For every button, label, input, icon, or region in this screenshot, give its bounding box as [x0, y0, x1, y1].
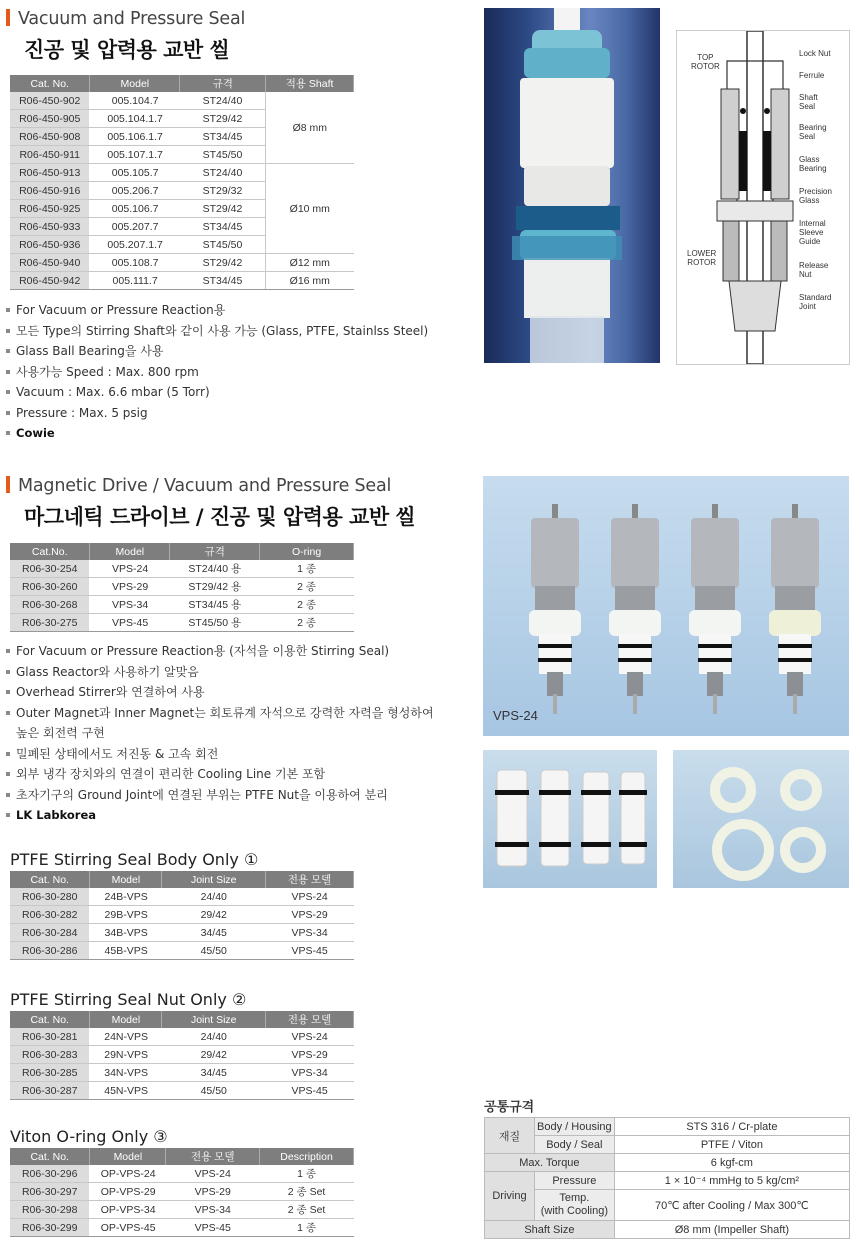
section1-bullets [6, 300, 428, 444]
bullet-item: Glass Reactor와 사용하기 알맞음 [6, 662, 434, 683]
col-value: VPS-34 [266, 1064, 354, 1082]
model: VPS-34 [90, 596, 170, 614]
diagram-label: Bearing Seal [799, 123, 827, 141]
model: 005.104.1.7 [90, 110, 180, 128]
diagram-label: Glass Bearing [799, 155, 827, 173]
spec: ST29/32 [180, 182, 266, 200]
cat-no: R06-30-297 [10, 1183, 90, 1201]
spec-value: 6 kgf-cm [614, 1154, 849, 1172]
model: 005.207.1.7 [90, 236, 180, 254]
model: VPS-29 [90, 578, 170, 596]
col-header: Joint Size [162, 871, 266, 888]
shaft-size: Ø10 mm [266, 164, 354, 254]
model: 45N-VPS [90, 1082, 162, 1100]
col-header: Cat. No. [10, 75, 90, 92]
col-value: 45/50 [162, 942, 266, 960]
table-row [10, 906, 354, 924]
bullet-item: For Vacuum or Pressure Reaction용 [6, 300, 428, 321]
spec-value: 70℃ after Cooling / Max 300℃ [614, 1190, 849, 1221]
label-lower-rotor: LOWER ROTOR [687, 249, 717, 267]
cat-no: R06-30-260 [10, 578, 90, 596]
diagram-label: Standard Joint [799, 293, 832, 311]
cat-no: R06-450-902 [10, 92, 90, 110]
brand-name: Cowie [6, 423, 428, 444]
col-value: VPS-29 [266, 1046, 354, 1064]
col-header: Model [90, 871, 162, 888]
table-row [10, 1183, 354, 1201]
table-row [10, 888, 354, 906]
table-row [10, 254, 354, 272]
cat-no: R06-30-254 [10, 560, 90, 578]
col-header: Cat.No. [10, 543, 90, 560]
bullet-item: 초자기구의 Ground Joint에 연결된 부위는 PTFE Nut을 이용하여 분리 [6, 785, 434, 806]
table-row [10, 92, 354, 110]
cat-no: R06-450-908 [10, 128, 90, 146]
col-header: 적용 Shaft [266, 75, 354, 92]
col-header: Model [90, 543, 170, 560]
table-row [10, 1046, 354, 1064]
model: 24B-VPS [90, 888, 162, 906]
col-header: Model [90, 1148, 166, 1165]
vps-product-photo [483, 476, 849, 736]
col-header: Joint Size [162, 1011, 266, 1028]
col-value: VPS-24 [266, 1028, 354, 1046]
model: 005.107.1.7 [90, 146, 180, 164]
col-value: 1 종 [260, 1165, 354, 1183]
bullet-item: For Vacuum or Pressure Reaction용 (자석을 이용한 Stirring Seal) [6, 641, 434, 662]
model: VPS-45 [90, 614, 170, 632]
col-value: 24/40 [162, 888, 266, 906]
section2-table [10, 543, 354, 632]
spec-label: Body / Seal [534, 1136, 614, 1154]
table-row [10, 560, 354, 578]
table-row [10, 924, 354, 942]
model: 005.207.7 [90, 218, 180, 236]
model: 005.108.7 [90, 254, 180, 272]
vacuum-seal-illustration [484, 8, 660, 363]
cat-no: R06-30-275 [10, 614, 90, 632]
col-value: VPS-24 [266, 888, 354, 906]
col-value: 1 종 [260, 1219, 354, 1237]
col-header: Cat. No. [10, 871, 90, 888]
spec-material-label: 재질 [485, 1118, 535, 1154]
bullet-item: 사용가능 Speed : Max. 800 rpm [6, 362, 428, 383]
cat-no: R06-450-913 [10, 164, 90, 182]
col-header: O-ring [260, 543, 354, 560]
label-top-rotor: TOP ROTOR [691, 53, 720, 71]
model: 005.106.7 [90, 200, 180, 218]
vps-photo-label: VPS-24 [493, 708, 538, 723]
col-value: VPS-29 [166, 1183, 260, 1201]
col-header: 규격 [170, 543, 260, 560]
diagram-label: Shaft Seal [799, 93, 818, 111]
spec: ST45/50 [180, 146, 266, 164]
col-value: 24/40 [162, 1028, 266, 1046]
bullet-item: Glass Ball Bearing을 사용 [6, 341, 428, 362]
spec: ST29/42 용 [170, 578, 260, 596]
spec: ST24/40 [180, 92, 266, 110]
table-row [10, 1219, 354, 1237]
table-row [10, 1028, 354, 1046]
cat-no: R06-450-940 [10, 254, 90, 272]
col-header: Description [260, 1148, 354, 1165]
spec: ST29/42 [180, 254, 266, 272]
cat-no: R06-30-287 [10, 1082, 90, 1100]
body-only-title: PTFE Stirring Seal Body Only ① [10, 850, 259, 869]
bullet-item: 높은 회전력 구현 [16, 726, 105, 740]
spec: ST24/40 [180, 164, 266, 182]
col-header: 전용 모델 [266, 871, 354, 888]
cat-no: R06-450-905 [10, 110, 90, 128]
cat-no: R06-30-299 [10, 1219, 90, 1237]
oring: 2 종 [260, 596, 354, 614]
diagram-label: Ferrule [799, 71, 825, 80]
vacuum-seal-photo [484, 8, 660, 363]
col-header: 전용 모델 [266, 1011, 354, 1028]
table-row [10, 578, 354, 596]
spec-value: PTFE / Viton [614, 1136, 849, 1154]
body-only-table [10, 871, 354, 960]
spec-label: Body / Housing [534, 1118, 614, 1136]
bullet-item: 밀폐된 상태에서도 저진동 & 고속 회전 [6, 744, 434, 765]
section2-bullets [6, 641, 434, 826]
cat-no: R06-30-284 [10, 924, 90, 942]
col-header: Cat. No. [10, 1148, 90, 1165]
table-row [10, 614, 354, 632]
oring: 2 종 [260, 614, 354, 632]
col-header: Model [90, 75, 180, 92]
col-value: 2 종 Set [260, 1183, 354, 1201]
cat-no: R06-30-296 [10, 1165, 90, 1183]
diagram-label: Internal Sleeve Guide [799, 219, 826, 246]
ptfe-nut-photo [673, 750, 849, 888]
col-header: 전용 모델 [166, 1148, 260, 1165]
cat-no: R06-450-925 [10, 200, 90, 218]
spec: ST34/45 [180, 128, 266, 146]
spec-value: 1 × 10⁻⁴ mmHg to 5 kg/cm² [614, 1172, 849, 1190]
model: 005.111.7 [90, 272, 180, 290]
col-header: Cat. No. [10, 1011, 90, 1028]
table-row [10, 1082, 354, 1100]
spec-label: Pressure [534, 1172, 614, 1190]
model: 34N-VPS [90, 1064, 162, 1082]
cat-no: R06-30-283 [10, 1046, 90, 1064]
bullet-item: 모든 Type의 Stirring Shaft와 같이 사용 가능 (Glass, PTFE, Stainlss Steel) [6, 321, 428, 342]
table-row [10, 1165, 354, 1183]
spec-label: Max. Torque [485, 1154, 615, 1172]
spec-label: Temp. (with Cooling) [534, 1190, 614, 1221]
bullet-item: Vacuum : Max. 6.6 mbar (5 Torr) [6, 382, 428, 403]
seal-cross-section-diagram [676, 30, 850, 365]
cat-no: R06-450-916 [10, 182, 90, 200]
col-value: VPS-24 [166, 1165, 260, 1183]
cat-no: R06-30-280 [10, 888, 90, 906]
spec: ST24/40 용 [170, 560, 260, 578]
bullet-item: Pressure : Max. 5 psig [6, 403, 428, 424]
model: OP-VPS-45 [90, 1219, 166, 1237]
shaft-size: Ø12 mm [266, 254, 354, 272]
model: OP-VPS-24 [90, 1165, 166, 1183]
model: OP-VPS-29 [90, 1183, 166, 1201]
bullet-item: Outer Magnet과 Inner Magnet는 회토류계 자석으로 강력한 자력을 형성하여 [6, 703, 434, 724]
table-row [10, 942, 354, 960]
model: VPS-24 [90, 560, 170, 578]
model: 005.105.7 [90, 164, 180, 182]
nut-only-table [10, 1011, 354, 1100]
spec: ST34/45 [180, 218, 266, 236]
table-row [10, 164, 354, 182]
spec: ST34/45 [180, 272, 266, 290]
cat-no: R06-30-282 [10, 906, 90, 924]
col-value: VPS-45 [266, 942, 354, 960]
col-value: 2 종 Set [260, 1201, 354, 1219]
table-row [10, 1064, 354, 1082]
cat-no: R06-450-942 [10, 272, 90, 290]
cat-no: R06-30-285 [10, 1064, 90, 1082]
col-value: VPS-34 [266, 924, 354, 942]
diagram-label: Release Nut [799, 261, 829, 279]
bullet-item: 외부 냉각 장치와의 연결이 편리한 Cooling Line 기본 포함 [6, 764, 434, 785]
cat-no: R06-450-936 [10, 236, 90, 254]
spec: ST45/50 [180, 236, 266, 254]
section1-title-en: Vacuum and Pressure Seal [6, 9, 245, 29]
model: 34B-VPS [90, 924, 162, 942]
col-value: VPS-45 [166, 1219, 260, 1237]
spec: ST29/42 [180, 200, 266, 218]
cat-no: R06-30-268 [10, 596, 90, 614]
model: OP-VPS-34 [90, 1201, 166, 1219]
section1-table [10, 75, 354, 290]
spec: ST45/50 용 [170, 614, 260, 632]
model: 24N-VPS [90, 1028, 162, 1046]
model: 29B-VPS [90, 906, 162, 924]
col-value: VPS-29 [266, 906, 354, 924]
common-spec-table [484, 1117, 850, 1239]
model: 29N-VPS [90, 1046, 162, 1064]
model: 005.106.1.7 [90, 128, 180, 146]
col-header: 규격 [180, 75, 266, 92]
spec: ST34/45 용 [170, 596, 260, 614]
spec-value: STS 316 / Cr-plate [614, 1118, 849, 1136]
diagram-label: Precision Glass [799, 187, 832, 205]
col-value: VPS-34 [166, 1201, 260, 1219]
common-spec-title: 공통규격 [484, 1100, 535, 1115]
oring: 2 종 [260, 578, 354, 596]
shaft-size: Ø16 mm [266, 272, 354, 290]
model: 005.206.7 [90, 182, 180, 200]
section2-title-en: Magnetic Drive / Vacuum and Pressure Seal [6, 476, 391, 496]
col-value: 34/45 [162, 1064, 266, 1082]
col-value: 29/42 [162, 1046, 266, 1064]
shaft-size: Ø8 mm [266, 92, 354, 164]
spec-value: Ø8 mm (Impeller Shaft) [614, 1221, 849, 1239]
spec-driving-label: Driving [485, 1172, 535, 1221]
brand-name: LK Labkorea [6, 805, 434, 826]
table-row [10, 1201, 354, 1219]
oring-only-title: Viton O-ring Only ③ [10, 1127, 168, 1146]
table-row [10, 272, 354, 290]
section2-title-ko: 마그네틱 드라이브 / 진공 및 압력용 교반 씰 [24, 505, 416, 529]
table-row [10, 596, 354, 614]
cat-no: R06-30-286 [10, 942, 90, 960]
cat-no: R06-450-911 [10, 146, 90, 164]
cat-no: R06-450-933 [10, 218, 90, 236]
col-value: 29/42 [162, 906, 266, 924]
nut-only-title: PTFE Stirring Seal Nut Only ② [10, 990, 247, 1009]
spec-label: Shaft Size [485, 1221, 615, 1239]
col-value: VPS-45 [266, 1082, 354, 1100]
bullet-item: Overhead Stirrer와 연결하여 사용 [6, 682, 434, 703]
col-value: 34/45 [162, 924, 266, 942]
spec: ST29/42 [180, 110, 266, 128]
col-value: 45/50 [162, 1082, 266, 1100]
ptfe-body-photo [483, 750, 657, 888]
cat-no: R06-30-281 [10, 1028, 90, 1046]
section1-title-ko: 진공 및 압력용 교반 씰 [24, 38, 230, 62]
model: 45B-VPS [90, 942, 162, 960]
oring: 1 종 [260, 560, 354, 578]
cat-no: R06-30-298 [10, 1201, 90, 1219]
col-header: Model [90, 1011, 162, 1028]
model: 005.104.7 [90, 92, 180, 110]
diagram-label: Lock Nut [799, 49, 831, 58]
oring-only-table [10, 1148, 354, 1237]
